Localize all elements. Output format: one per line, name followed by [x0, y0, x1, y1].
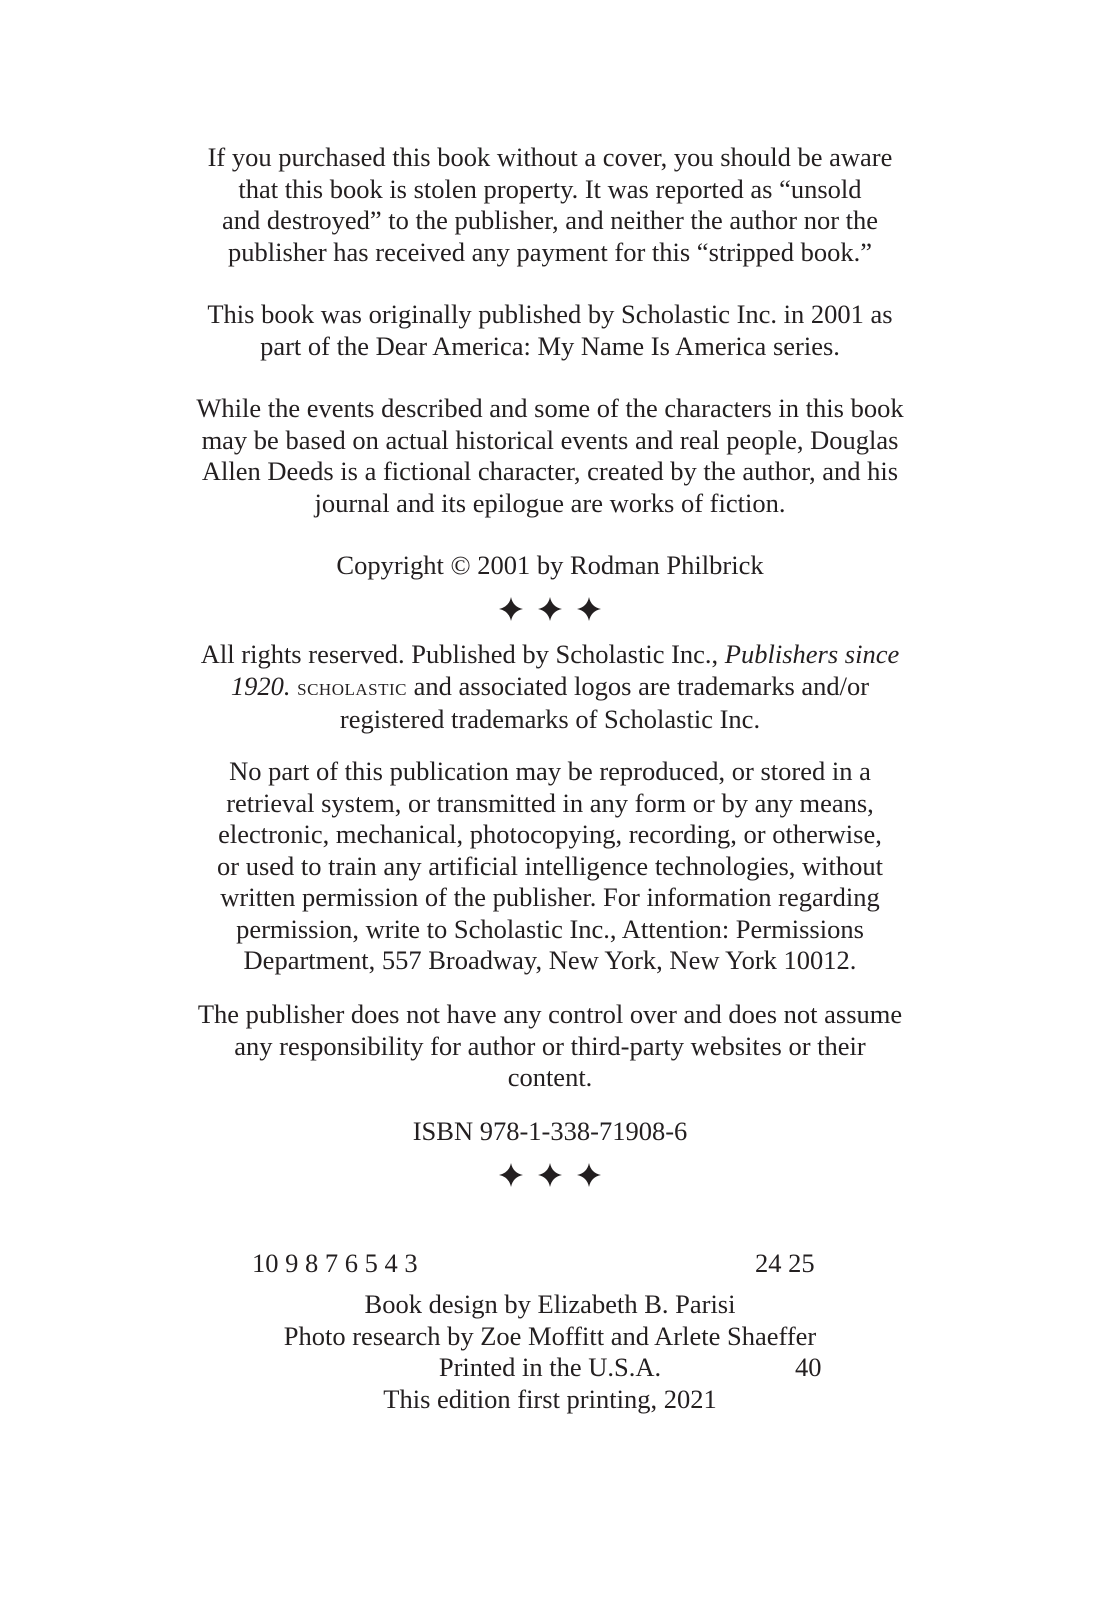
- ornament-divider: [150, 596, 950, 622]
- websites-line: The publisher does not have any control over and does not assume: [197, 999, 903, 1029]
- notice-line: that this book is stolen property. It was reported as “unsold: [238, 173, 862, 204]
- publishers-since-text: Publishers since: [724, 639, 900, 669]
- trademark-text: and associated logos are trademarks and/or: [407, 670, 870, 701]
- edition-line: This edition first printing, 2021: [383, 1383, 717, 1414]
- original-publication-note: [150, 299, 950, 362]
- ornament-divider: [150, 1162, 950, 1188]
- year-text: 1920.: [230, 670, 291, 701]
- printing-year-line: 24 25: [755, 1248, 815, 1278]
- isbn-line: ISBN 978-1-338-71908-6: [412, 1116, 688, 1146]
- disclaimer-line: While the events described and some of the characters in this book: [196, 393, 904, 423]
- websites-line: any responsibility for author or third-party websites or their: [234, 1030, 866, 1061]
- photo-research-credit: Photo research by Zoe Moffitt and Arlete Shaeffer: [283, 1320, 817, 1351]
- scholastic-trademark: scholastic: [297, 674, 407, 701]
- disclaimer-line: Allen Deeds is a fictional character, created by the author, and his: [201, 456, 899, 486]
- printer-code: 40: [795, 1352, 822, 1382]
- credits: [150, 1289, 950, 1415]
- copyright-line: Copyright © 2001 by Rodman Philbrick: [336, 550, 764, 580]
- star-ornament-icon: [498, 596, 602, 622]
- printing-number-line: 10 9 8 7 6 5 4 3: [252, 1248, 418, 1278]
- copyright-statement: [150, 550, 950, 582]
- rights-reserved: [150, 639, 950, 736]
- rights-line: [150, 671, 950, 705]
- websites-notice: [150, 999, 950, 1094]
- rights-line: [150, 639, 950, 671]
- book-design-credit: Book design by Elizabeth B. Parisi: [364, 1289, 736, 1319]
- notice-line: If you purchased this book without a cover, you should be aware: [207, 142, 893, 172]
- reproduction-line: permission, write to Scholastic Inc., Attention: Permissions: [236, 913, 864, 944]
- reproduction-line: No part of this publication may be reproduced, or stored in a: [229, 756, 871, 786]
- disclaimer-line: may be based on actual historical events and real people, Douglas: [201, 424, 899, 455]
- reproduction-line: retrieval system, or transmitted in any form or by any means,: [226, 787, 874, 818]
- notice-line: and destroyed” to the publisher, and neither the author nor the: [221, 205, 879, 235]
- rights-text: All rights reserved. Published by Scholastic Inc.,: [200, 639, 725, 669]
- reproduction-notice: [150, 756, 950, 977]
- reproduction-line: or used to train any artificial intelligence technologies, without: [217, 850, 883, 881]
- disclaimer-line: journal and its epilogue are works of fiction.: [314, 487, 786, 518]
- star-ornament-icon: [498, 1162, 602, 1188]
- reproduction-line: written permission of the publisher. For information regarding: [220, 882, 880, 912]
- publication-line: part of the Dear America: My Name Is America series.: [260, 330, 840, 361]
- websites-line: content.: [507, 1062, 593, 1092]
- fiction-disclaimer: [150, 393, 950, 519]
- notice-line: publisher has received any payment for this “stripped book.”: [228, 236, 872, 267]
- isbn: [150, 1116, 950, 1148]
- publication-line: This book was originally published by Scholastic Inc. in 2001 as: [207, 299, 893, 329]
- printed-in-line: Printed in the U.S.A.: [438, 1352, 662, 1382]
- stripped-book-notice: [150, 142, 950, 268]
- rights-line: registered trademarks of Scholastic Inc.: [339, 704, 761, 734]
- reproduction-line: electronic, mechanical, photocopying, recording, or otherwise,: [218, 819, 882, 849]
- reproduction-line: Department, 557 Broadway, New York, New York 10012.: [243, 945, 857, 975]
